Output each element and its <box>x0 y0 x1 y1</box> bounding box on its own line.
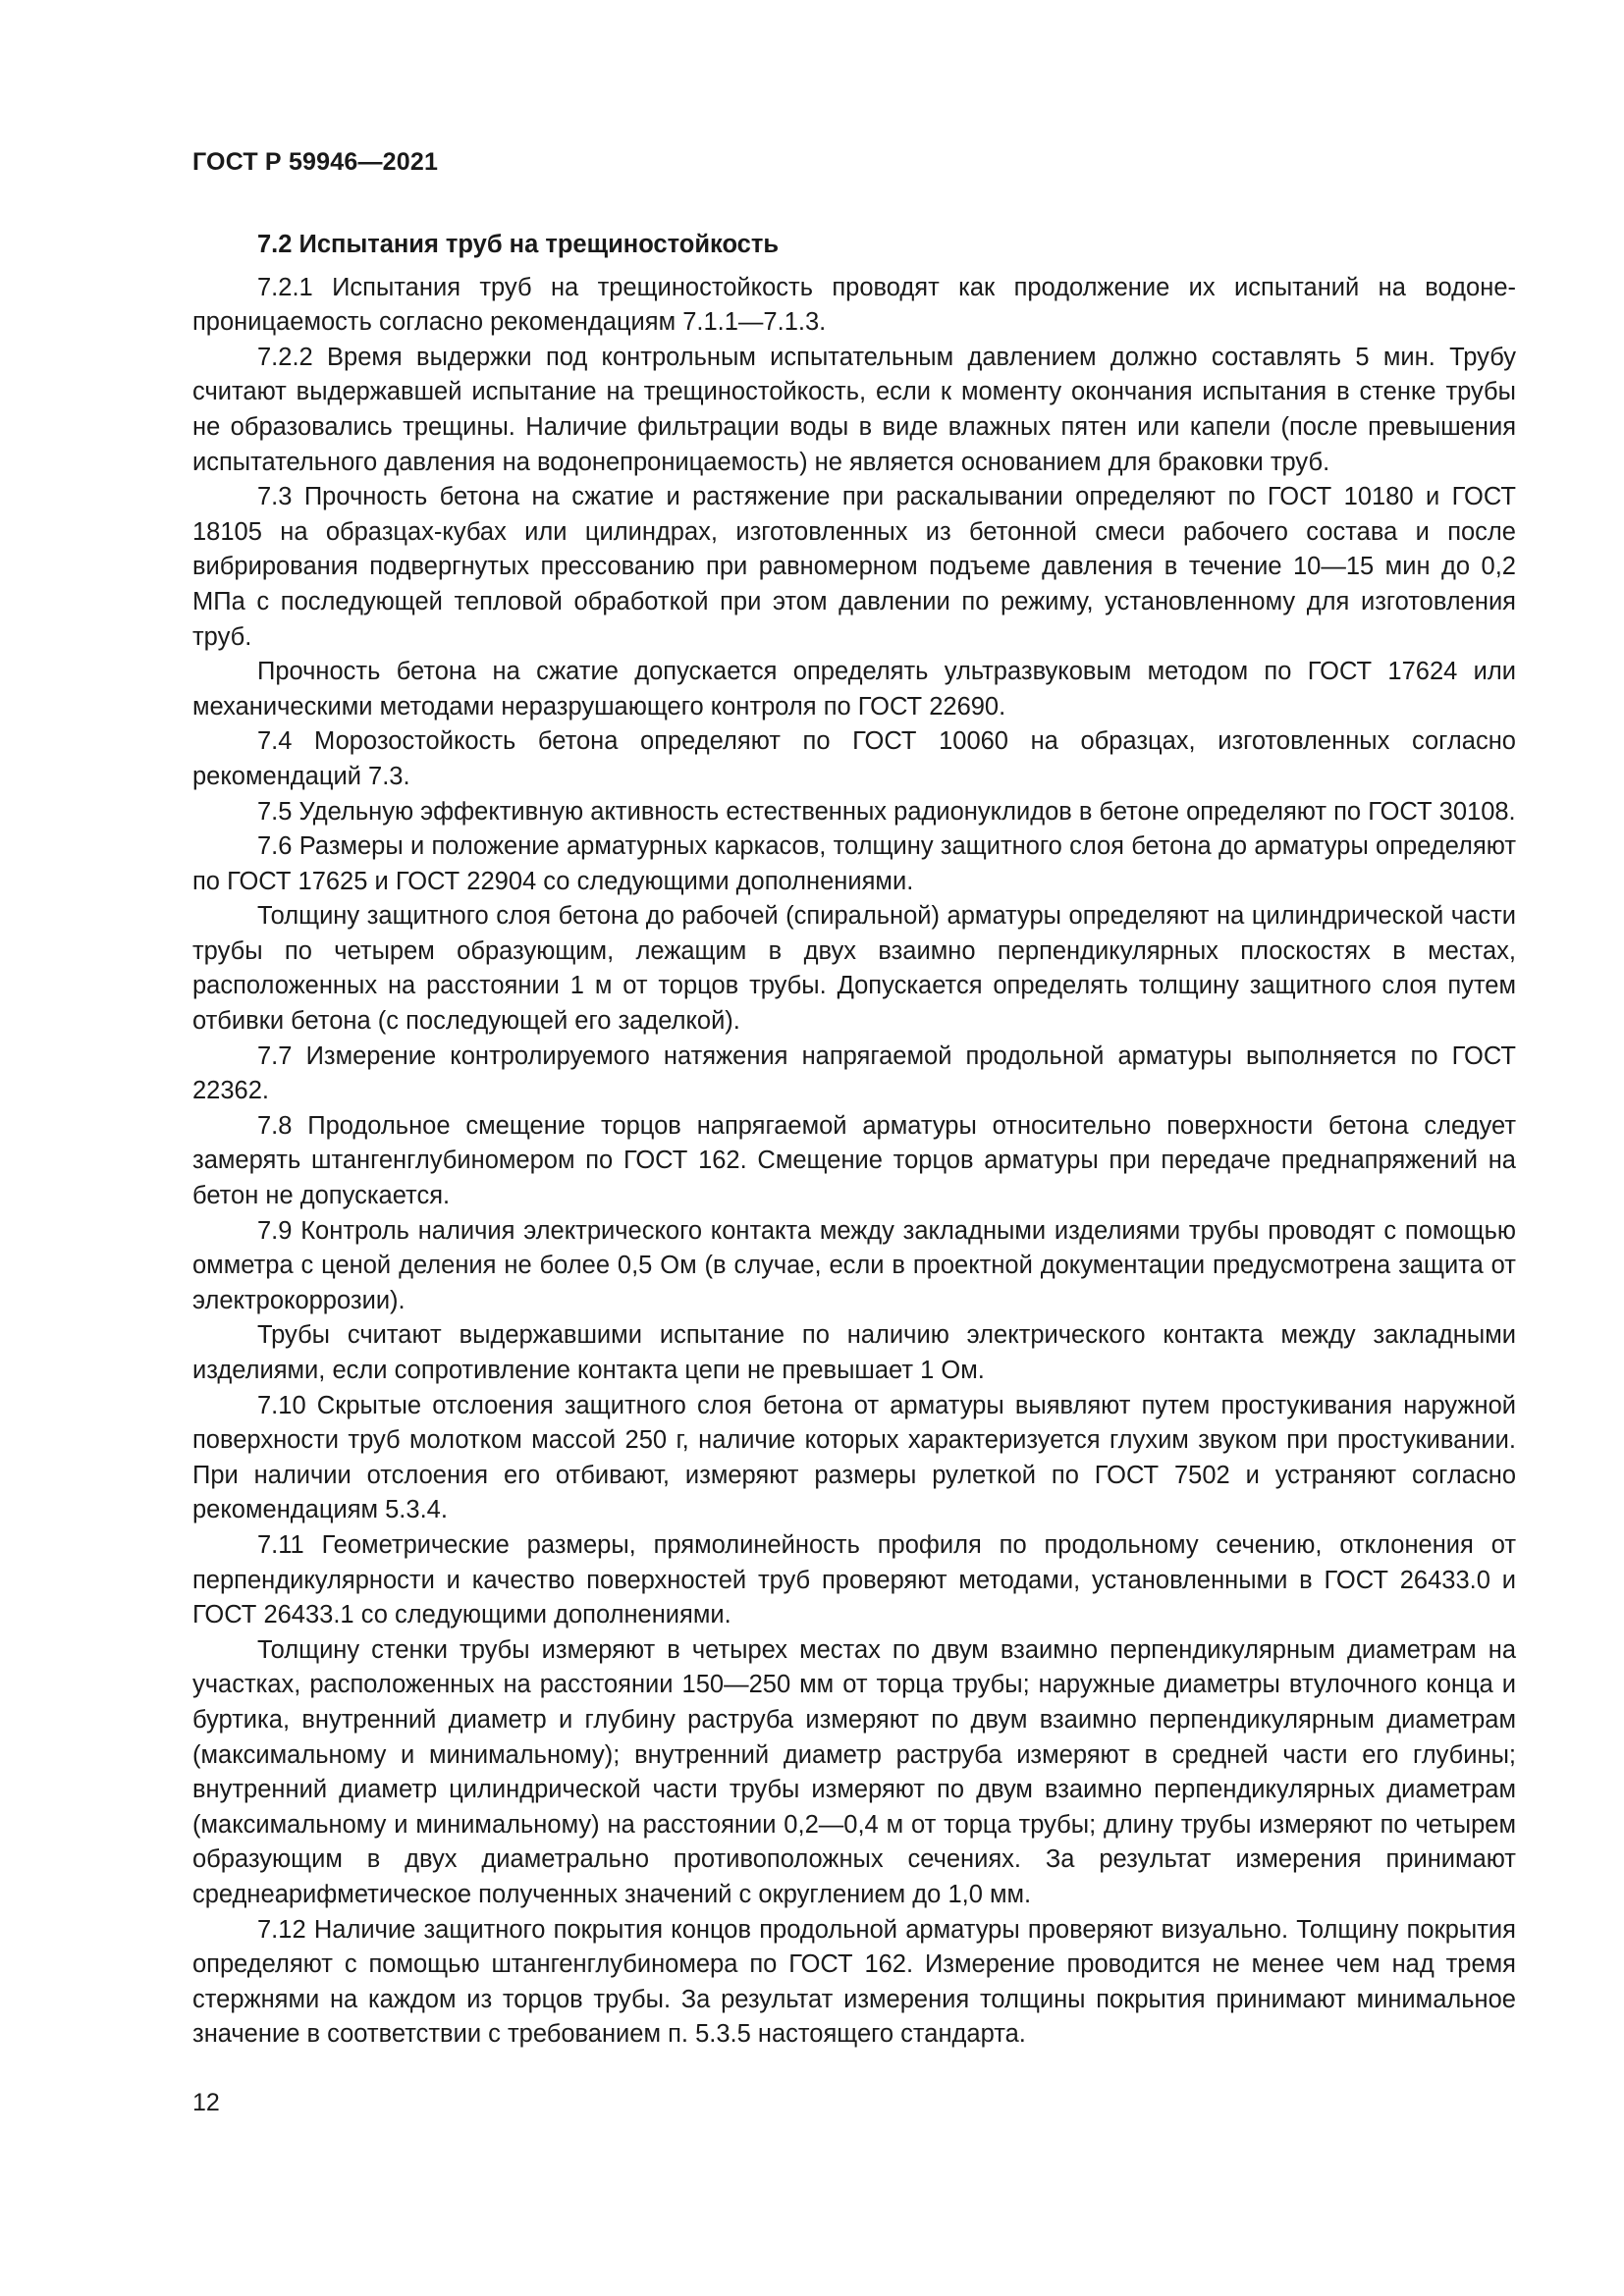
paragraph-7-2-2: 7.2.2 Время выдержки под контрольным испытательным давлением должно составлять 5 мин. Трубу считают выдержавшей испытание на трещиностойкость, если к моменту окончания испытания в стенке трубы не образовались трещины. Наличие фильтрации воды в виде влажных пятен или капели (после превышения испытательного давления на водонепроницаемость) не является основанием для браковки труб. <box>192 343 1516 476</box>
section-heading: 7.2 Испытания труб на трещиностойкость <box>257 231 780 258</box>
section-content <box>192 228 1516 2053</box>
paragraph-7-8: 7.8 Продольное смещение торцов напрягаемой арматуры относительно поверхности бетона следует замерять штангенглубиномером по ГОСТ 162. Смещение торцов арматуры при передаче преднапряжений на бетон не допускается. <box>192 1111 1516 1210</box>
page-number: 12 <box>192 2089 220 2116</box>
paragraph-7-6-cover-thickness: Толщину защитного слоя бетона до рабочей (спиральной) арматуры определяют на цилиндрической части трубы по четырем образующим, лежащим в двух взаимно перпендикулярных плоскостях в местах, расположенных на расстоянии 1 м от торцов трубы. Допускается определять толщину защитного слоя путем отбивки бетона (с последующей его заделкой). <box>192 902 1516 1036</box>
paragraph-7-4: 7.4 Морозостойкость бетона определяют по ГОСТ 10060 на образцах, изготовленных согласно рекомендаций 7.3. <box>192 727 1516 790</box>
paragraph-7-3-ultrasound: Прочность бетона на сжатие допускается определять ультразвуковым методом по ГОСТ 17624 или механическими методами неразрушающего контроля по ГОСТ 22690. <box>192 658 1516 721</box>
paragraph-7-6: 7.6 Размеры и положение арматурных каркасов, толщину защитного слоя бетона до арматуры определяют по ГОСТ 17625 и ГОСТ 22904 со следующими дополнениями. <box>192 832 1516 895</box>
paragraph-7-10: 7.10 Скрытые отслоения защитного слоя бетона от арматуры выявляют путем простукивания наружной поверхности труб молотком массой 250 г, наличие которых характеризуется глухим звуком при простукивании. При наличии отслоения его отбивают, измеряют размеры рулеткой по ГОСТ 7502 и устраняют согласно рекомендациям 5.3.4. <box>192 1391 1516 1524</box>
paragraph-7-9-contact: Трубы считают выдержавшими испытание по наличию электрического контакта между закладными изделиями, если сопротивление контакта цепи не превышает 1 Ом. <box>192 1321 1516 1384</box>
paragraph-7-2-1: 7.2.1 Испытания труб на трещиностойкость проводят как продолжение их испытаний на водонепроницаемость согласно рекомендациям 7.1.1—7.1.3. <box>192 273 1516 337</box>
paragraph-7-11-wall-thickness: Толщину стенки трубы измеряют в четырех местах по двум взаимно перпендикулярным диаметрам на участках, расположенных на расстоянии 150—250 мм от торца трубы; наружные диаметры втулочного конца и буртика, внутренний диаметр и глубину раструба измеряют по двум взаимно перпендикулярным диаметрам (максимальному и минимальному); внутренний диаметр раструба измеряют в средней части его глубины; внутренний диаметр цилиндрической части трубы измеряют по двум взаимно перпендикулярных диаметрам (максимальному и минимальному) на расстоянии 0,2—0,4 м от торца трубы; длину трубы измеряют по четырем образующим в двух диаметрально противоположных сечениях. За результат измерения принимают среднеарифметическое полученных значений с округлением до 1,0 мм. <box>192 1635 1516 1908</box>
paragraph-7-9: 7.9 Контроль наличия электрического контакта между закладными изделиями трубы проводят с помощью омметра с ценой деления не более 0,5 Ом (в случае, если в проектной документации предусмотрена защита от электрокоррозии). <box>192 1216 1516 1314</box>
paragraph-7-11: 7.11 Геометрические размеры, прямолинейность профиля по продольному сечению, отклонения от перпендикулярности и качество поверхностей труб проверяют методами, установленными в ГОСТ 26433.0 и ГОСТ 26433.1 со следующими дополнениями. <box>192 1530 1516 1629</box>
standard-code-header: ГОСТ Р 59946—2021 <box>192 148 439 176</box>
paragraph-7-5: 7.5 Удельную эффективную активность естественных радионуклидов в бетоне определяют по ГОСТ 30108. <box>257 797 1516 826</box>
paragraph-7-7: 7.7 Измерение контролируемого натяжения напрягаемой продольной арматуры выполняется по ГОСТ 22362. <box>192 1041 1516 1105</box>
paragraph-7-3: 7.3 Прочность бетона на сжатие и растяжение при раскалывании определяют по ГОСТ 10180 и ГОСТ 18105 на образцах-кубах или цилиндрах, изготовленных из бетонной смеси рабочего состава и после вибрирования подвергнутых прессованию при равномерном подъеме давления в течение 10—15 мин до 0,2 МПа с последующей тепловой обработкой при этом давлении по режиму, установленному для изготовления труб. <box>192 483 1516 651</box>
paragraph-7-12: 7.12 Наличие защитного покрытия концов продольной арматуры проверяют визуально. Толщину покрытия определяют с помощью штангенглубиномера по ГОСТ 162. Измерение проводится не менее чем над тремя стержнями на каждом из торцов трубы. За результат измерения толщины покрытия принимают минимальное значение в соответствии с требованием п. 5.3.5 настоящего стандарта. <box>192 1915 1516 2049</box>
